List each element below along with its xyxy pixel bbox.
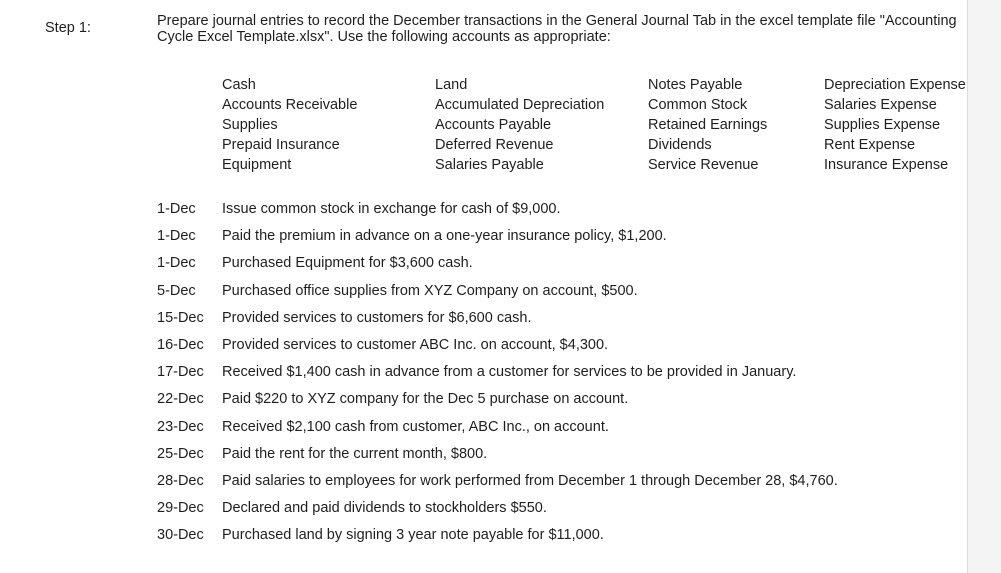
- transaction-date: 23-Dec: [157, 418, 204, 435]
- transaction-date: 30-Dec: [157, 527, 204, 544]
- transaction-description: Paid salaries to employees for work performed from December 1 through December 28, $4,760.: [222, 472, 838, 489]
- accounts-column-assets: [222, 76, 357, 176]
- account-item: Equipment: [222, 157, 292, 173]
- transaction-date: 16-Dec: [157, 336, 204, 353]
- transaction-description: Declared and paid dividends to stockholders $550.: [222, 500, 547, 517]
- transaction-description: Provided services to customers for $6,600 cash.: [222, 309, 532, 326]
- account-item: Dividends: [648, 137, 712, 153]
- account-item: Notes Payable: [648, 77, 743, 93]
- transaction-description: Received $1,400 cash in advance from a customer for services to be provided in January.: [222, 364, 797, 381]
- transaction-date: 22-Dec: [157, 391, 204, 408]
- vertical-scrollbar[interactable]: [967, 0, 1001, 573]
- step-label: Step 1:: [45, 20, 91, 36]
- account-item: Land: [435, 77, 468, 93]
- transaction-description: Purchased office supplies from XYZ Company on account, $500.: [222, 282, 638, 299]
- transaction-description: Issue common stock in exchange for cash of $9,000.: [222, 201, 561, 217]
- transaction-date: 17-Dec: [157, 364, 204, 381]
- transaction-date: 28-Dec: [157, 472, 204, 489]
- transaction-date: 15-Dec: [157, 309, 204, 326]
- account-item: Accounts Payable: [435, 117, 552, 133]
- transaction-date: 29-Dec: [157, 500, 204, 517]
- transaction-description: Provided services to customer ABC Inc. on account, $4,300.: [222, 336, 609, 353]
- account-item: Supplies: [222, 117, 278, 133]
- transaction-description: Purchased land by signing 3 year note payable for $11,000.: [222, 527, 604, 544]
- accounts-column-expenses: [824, 76, 966, 176]
- transaction-date: 1-Dec: [157, 228, 196, 245]
- account-item: Accumulated Depreciation: [435, 97, 605, 113]
- transaction-description: Paid $220 to XYZ company for the Dec 5 purchase on account.: [222, 391, 629, 408]
- account-item: Prepaid Insurance: [222, 137, 340, 153]
- account-item: Service Revenue: [648, 157, 759, 173]
- account-item: Salaries Payable: [435, 157, 544, 173]
- account-item: Cash: [222, 77, 256, 93]
- account-item: Depreciation Expense: [824, 77, 966, 93]
- transaction-date: 5-Dec: [157, 282, 196, 299]
- account-item: Rent Expense: [824, 137, 916, 153]
- account-item: Insurance Expense: [824, 157, 949, 173]
- transaction-date: 1-Dec: [157, 201, 196, 217]
- account-item: Accounts Receivable: [222, 97, 358, 113]
- account-item: Salaries Expense: [824, 97, 937, 113]
- account-item: Common Stock: [648, 97, 748, 113]
- accounts-column-3: [648, 76, 767, 176]
- accounts-column-2: [435, 76, 604, 176]
- transaction-description: Received $2,100 cash from customer, ABC Inc., on account.: [222, 418, 609, 435]
- account-item: Supplies Expense: [824, 117, 941, 133]
- transaction-description: Paid the rent for the current month, $800.: [222, 445, 488, 462]
- transaction-description: Paid the premium in advance on a one-year insurance policy, $1,200.: [222, 228, 667, 245]
- transaction-date: 1-Dec: [157, 255, 196, 272]
- instructions-text: Prepare journal entries to record the December transactions in the General Journal Tab in the excel template file "Accounting Cycle Excel Template.xlsx". Use the following accounts as appropriate:: [157, 13, 957, 45]
- transaction-date: 25-Dec: [157, 445, 204, 462]
- account-item: Retained Earnings: [648, 117, 768, 133]
- account-item: Deferred Revenue: [435, 137, 554, 153]
- transaction-description: Purchased Equipment for $3,600 cash.: [222, 255, 473, 272]
